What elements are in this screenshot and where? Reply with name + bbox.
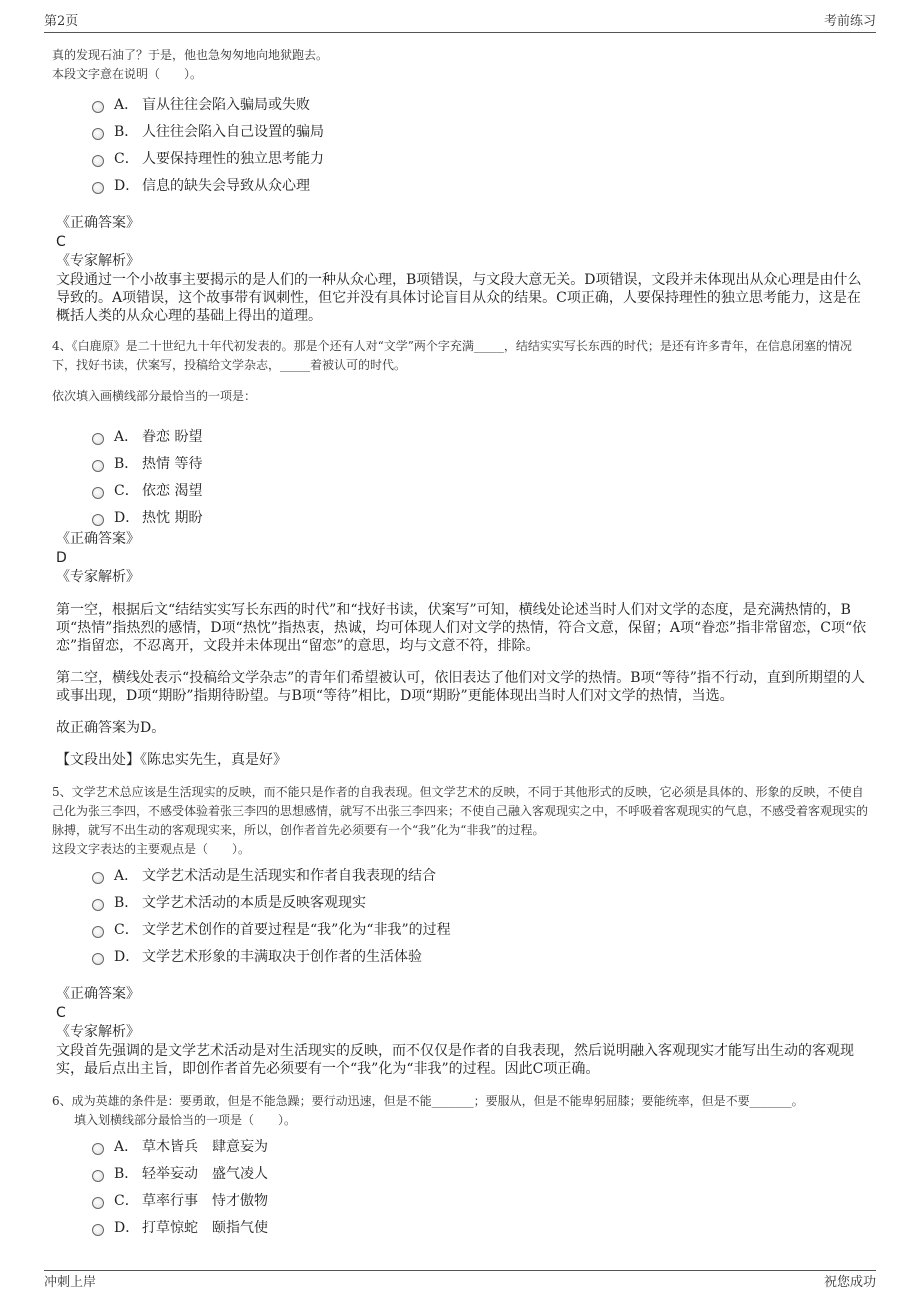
radio-icon[interactable] [92,926,104,938]
options-list [92,1132,872,1240]
option-d[interactable]: D． 热忱 期盼 [92,503,872,530]
analysis-label: 《专家解析》 [56,253,140,269]
radio-icon[interactable] [92,1143,104,1155]
radio-icon[interactable] [92,460,104,472]
analysis-text: 文段首先强调的是文学艺术活动是对生活现实的反映，而不仅仅是作者的自我表现，然后说明融入客观现实才能写出生动的客观现实，最后点出主旨，即创作者首先必须要有一个“我”化为“非我”的过程。因此C项正确。 [56,1043,854,1077]
answer-value: C [56,234,66,250]
option-c[interactable]: C． 草率行事 恃才傲物 [92,1186,872,1213]
question-prompt: 这段文字表达的主要观点是（ ）。 [52,842,251,856]
radio-icon[interactable] [92,182,104,194]
options-list [92,90,872,198]
option-b[interactable]: B． 热情 等待 [92,449,872,476]
answer-value: C [56,1005,66,1021]
analysis-paragraph-2: 第二空，横线处表示“投稿给文学杂志”的青年们希望被认可，依旧表达了他们对文学的热情。B项“等待”指不行动，直到所期望的人或事出现，D项“期盼”指期待盼望。与B项“等待”相比，D项“期盼”更能体现出当时人们对文学的热情，当选。 [56,670,865,704]
option-a[interactable]: A． 草木皆兵 肆意妄为 [92,1132,872,1159]
question-5 [52,783,872,1078]
answer-label: 《正确答案》 [56,531,140,547]
radio-icon[interactable] [92,872,104,884]
question-4 [52,337,872,769]
answer-value: D [56,550,67,566]
analysis-label: 《专家解析》 [56,1024,140,1040]
question-prompt: 依次填入画横线部分最恰当的一项是： [52,389,257,403]
option-c[interactable]: C． 人要保持理性的独立思考能力 [92,144,872,171]
radio-icon[interactable] [92,1224,104,1236]
analysis-label: 《专家解析》 [56,569,140,585]
analysis-paragraph-1: 第一空，根据后文“结结实实写长东西的时代”和“找好书读，伏案写”可知，横线处论述当时人们对文学的态度，是充满热情的，B项“热情”指热烈的感情，D项“热忱”指热衷，热诚，均可体现人们对文学的热情，符合文意，保留；A项“眷恋”指非常留恋，C项“依恋”指留恋，不忍离开，文段并未体现出“留恋”的意思，均与文意不符，排除。 [56,602,867,654]
radio-icon[interactable] [92,1197,104,1209]
radio-icon[interactable] [92,953,104,965]
page-content [52,46,872,1240]
analysis-text: 文段通过一个小故事主要揭示的是人们的一种从众心理，B项错误，与文段大意无关。D项错误，文段并未体现出从众心理是由什么导致的。A项错误，这个故事带有讽刺性，但它并没有具体讨论盲目从众的结果。C项正确，人要保持理性的独立思考能力，这是在概括人类的从众心理的基础上得出的道理。 [56,272,862,324]
radio-icon[interactable] [92,487,104,499]
option-c[interactable]: C． 文学艺术创作的首要过程是“我”化为“非我”的过程 [92,915,872,942]
page-header [44,12,876,33]
radio-icon[interactable] [92,155,104,167]
radio-icon[interactable] [92,514,104,526]
analysis-conclusion: 故正确答案为D。 [56,720,166,736]
question-stem: 6、成为英雄的条件是：要勇敢，但是不能急躁；要行动迅速，但是不能_______；要服从，但是不能卑躬屈膝；要能统率，但是不要_______。 [52,1094,804,1108]
option-d[interactable]: D． 文学艺术形象的丰满取决于创作者的生活体验 [92,942,872,969]
options-list [92,861,872,969]
answer-label: 《正确答案》 [56,986,140,1002]
passage-source: 【文段出处】《陈忠实先生，真是好》 [56,752,287,768]
radio-icon[interactable] [92,128,104,140]
question-prompt: 本段文字意在说明（ ）。 [52,67,203,81]
option-a[interactable]: A． 文学艺术活动是生活现实和作者自我表现的结合 [92,861,872,888]
answer-label: 《正确答案》 [56,215,140,231]
option-d[interactable]: D． 信息的缺失会导致从众心理 [92,171,872,198]
question-stem: 5、文学艺术总应该是生活现实的反映，而不能只是作者的自我表现。但文学艺术的反映，不同于其他形式的反映，它必须是具体的、形象的反映，不使自己化为张三李四，不感受体验着张三李四的思想感情，就写不出张三李四来；不使自己融入客观现实之中，不呼吸着客观现实的气息，不感受着客观现实的脉搏，就写不出生动的客观现实来，所以，创作者首先必须要有一个“我”化为“非我”的过程。 [52,785,869,837]
radio-icon[interactable] [92,1170,104,1182]
radio-icon[interactable] [92,899,104,911]
option-a[interactable]: A． 眷恋 盼望 [92,422,872,449]
radio-icon[interactable] [92,433,104,445]
question-prompt: 填入划横线部分最恰当的一项是（ ）。 [74,1113,297,1127]
question-stem-tail: 真的发现石油了？于是，他也急匆匆地向地狱跑去。 [52,48,329,62]
page-footer [44,1270,876,1293]
footer-left-text: 冲刺上岸 [44,1275,97,1290]
header-title: 考前练习 [823,14,876,29]
question-stem: 4、《白鹿原》是二十世纪九十年代初发表的。那是个还有人对“文学”两个字充满_____，结结实实写长东西的时代；是还有许多青年，在信息闭塞的情况下，找好书读，伏案写，投稿给文学杂志，_____着被认可的时代。 [52,339,852,372]
page-number: 第2页 [44,14,79,29]
option-b[interactable]: B． 文学艺术活动的本质是反映客观现实 [92,888,872,915]
option-b[interactable]: B． 人往往会陷入自己设置的骗局 [92,117,872,144]
question-6 [52,1092,872,1240]
options-list [92,422,872,530]
question-3 [52,46,872,325]
option-d[interactable]: D． 打草惊蛇 颐指气使 [92,1213,872,1240]
option-b[interactable]: B． 轻举妄动 盛气凌人 [92,1159,872,1186]
radio-icon[interactable] [92,101,104,113]
option-c[interactable]: C． 依恋 渴望 [92,476,872,503]
footer-right-text: 祝您成功 [823,1275,876,1290]
option-a[interactable]: A． 盲从往往会陷入骗局或失败 [92,90,872,117]
